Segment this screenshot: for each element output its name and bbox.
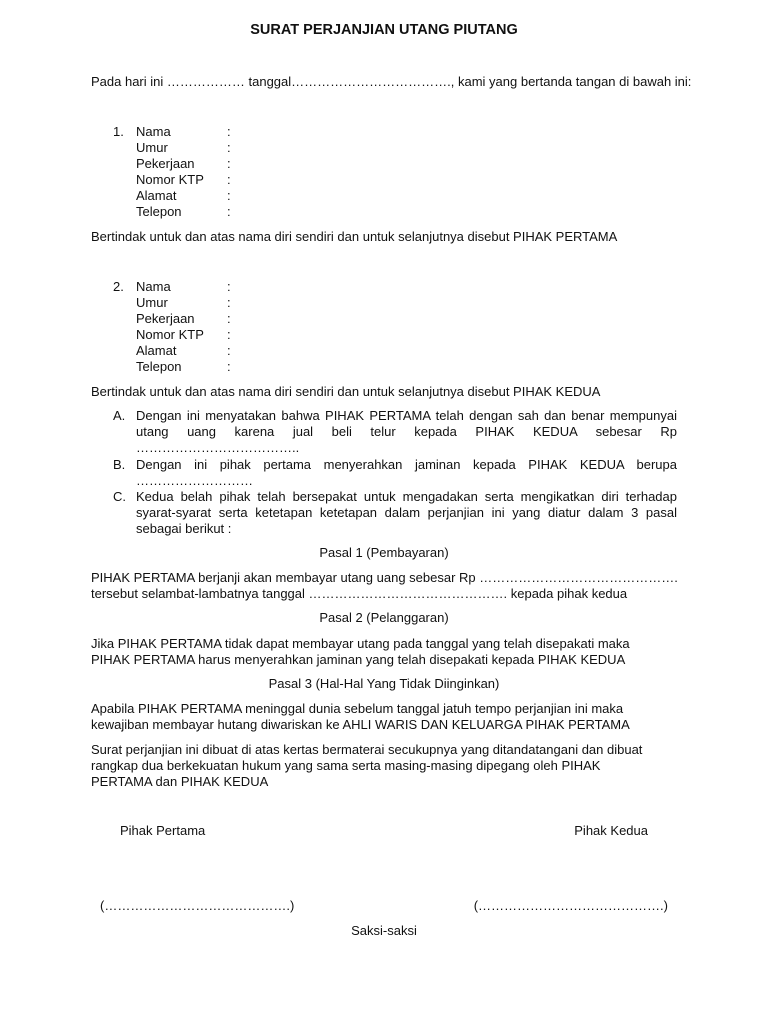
party2-field-telepon: Telepon	[136, 359, 182, 374]
party1-colon: :	[227, 140, 231, 155]
party1-statement: Bertindak untuk dan atas nama diri sendiri dan untuk selanjutnya disebut PIHAK PERTAMA	[91, 229, 618, 244]
document-title: SURAT PERJANJIAN UTANG PIUTANG	[250, 22, 518, 38]
closing-line2: rangkap dua berkekuatan hukum yang sama serta masing-masing dipegang oleh PIHAK	[91, 758, 601, 773]
pasal2-line1: Jika PIHAK PERTAMA tidak dapat membayar utang pada tanggal yang telah disepakati maka	[91, 636, 630, 651]
party1-field-umur: Umur	[136, 140, 168, 155]
witnesses-label: Saksi-saksi	[351, 923, 417, 938]
party2-colon: :	[227, 327, 231, 342]
party2-colon: :	[227, 343, 231, 358]
pasal1-heading: Pasal 1 (Pembayaran)	[319, 545, 449, 560]
closing-line1: Surat perjanjian ini dibuat di atas kertas bermaterai secukupnya yang ditandatangani dan dibuat	[91, 742, 643, 757]
party1-field-pekerjaan: Pekerjaan	[136, 156, 195, 171]
item-c-text: Kedua belah pihak telah bersepakat untuk mengadakan serta mengikatkan diri terhadap syarat-syarat serta ketetapan ketetapan dalam perjanjian ini yang diatur dalam 3 pasal sebagai berikut :	[136, 489, 677, 536]
party2-statement: Bertindak untuk dan atas nama diri sendiri dan untuk selanjutnya disebut PIHAK KEDUA	[91, 384, 601, 399]
party2-field-alamat: Alamat	[136, 343, 177, 358]
party1-colon: :	[227, 204, 231, 219]
pasal3-line2: kewajiban membayar hutang diwariskan ke AHLI WARIS DAN KELUARGA PIHAK PERTAMA	[91, 717, 630, 732]
party1-colon: :	[227, 172, 231, 187]
item-b-letter: B.	[113, 457, 126, 472]
item-a-letter: A.	[113, 408, 126, 423]
party1-field-alamat: Alamat	[136, 188, 177, 203]
pasal2-heading: Pasal 2 (Pelanggaran)	[319, 610, 449, 625]
intro-line: Pada hari ini ……………… tanggal………………………………., kami yang bertanda tangan di bawah ini:	[91, 74, 692, 89]
party2-colon: :	[227, 311, 231, 326]
signature-label-first: Pihak Pertama	[120, 823, 206, 838]
pasal3-heading: Pasal 3 (Hal-Hal Yang Tidak Diinginkan)	[268, 676, 500, 691]
party2-field-umur: Umur	[136, 295, 168, 310]
party2-number: 2.	[113, 279, 124, 294]
party2-field-ktp: Nomor KTP	[136, 327, 204, 342]
pasal1-line2: tersebut selambat-lambatnya tanggal ………………………………………. kepada pihak kedua	[91, 586, 628, 601]
signature-line-first: (…………………………………….)	[100, 898, 295, 913]
pasal2-line2: PIHAK PERTAMA harus menyerahkan jaminan yang telah disepakati kepada PIHAK KEDUA	[91, 652, 626, 667]
signature-line-second: (…………………………………….)	[473, 898, 668, 913]
item-a-text: Dengan ini menyatakan bahwa PIHAK PERTAMA telah dengan sah dan benar mempunyai utang uang karena jual beli telur kepada PIHAK KEDUA sebesar Rp ………………………………..	[136, 408, 677, 455]
party1-colon: :	[227, 188, 231, 203]
signature-label-second: Pihak Kedua	[574, 823, 648, 838]
party1-colon: :	[227, 124, 231, 139]
party2-field-nama: Nama	[136, 279, 171, 294]
pasal3-line1: Apabila PIHAK PERTAMA meninggal dunia sebelum tanggal jatuh tempo perjanjian ini maka	[91, 701, 624, 716]
item-b-text: Dengan ini pihak pertama menyerahkan jaminan kepada PIHAK KEDUA berupa ………………………	[136, 457, 677, 488]
party1-field-nama: Nama	[136, 124, 171, 139]
item-c-letter: C.	[113, 489, 126, 504]
pasal1-line1: PIHAK PERTAMA berjanji akan membayar utang uang sebesar Rp ……………………………………….	[91, 570, 678, 585]
party1-number: 1.	[113, 124, 124, 139]
closing-line3: PERTAMA dan PIHAK KEDUA	[91, 774, 269, 789]
party1-field-ktp: Nomor KTP	[136, 172, 204, 187]
party2-colon: :	[227, 359, 231, 374]
party1-field-telepon: Telepon	[136, 204, 182, 219]
party1-colon: :	[227, 156, 231, 171]
party2-field-pekerjaan: Pekerjaan	[136, 311, 195, 326]
party2-colon: :	[227, 279, 231, 294]
party2-colon: :	[227, 295, 231, 310]
